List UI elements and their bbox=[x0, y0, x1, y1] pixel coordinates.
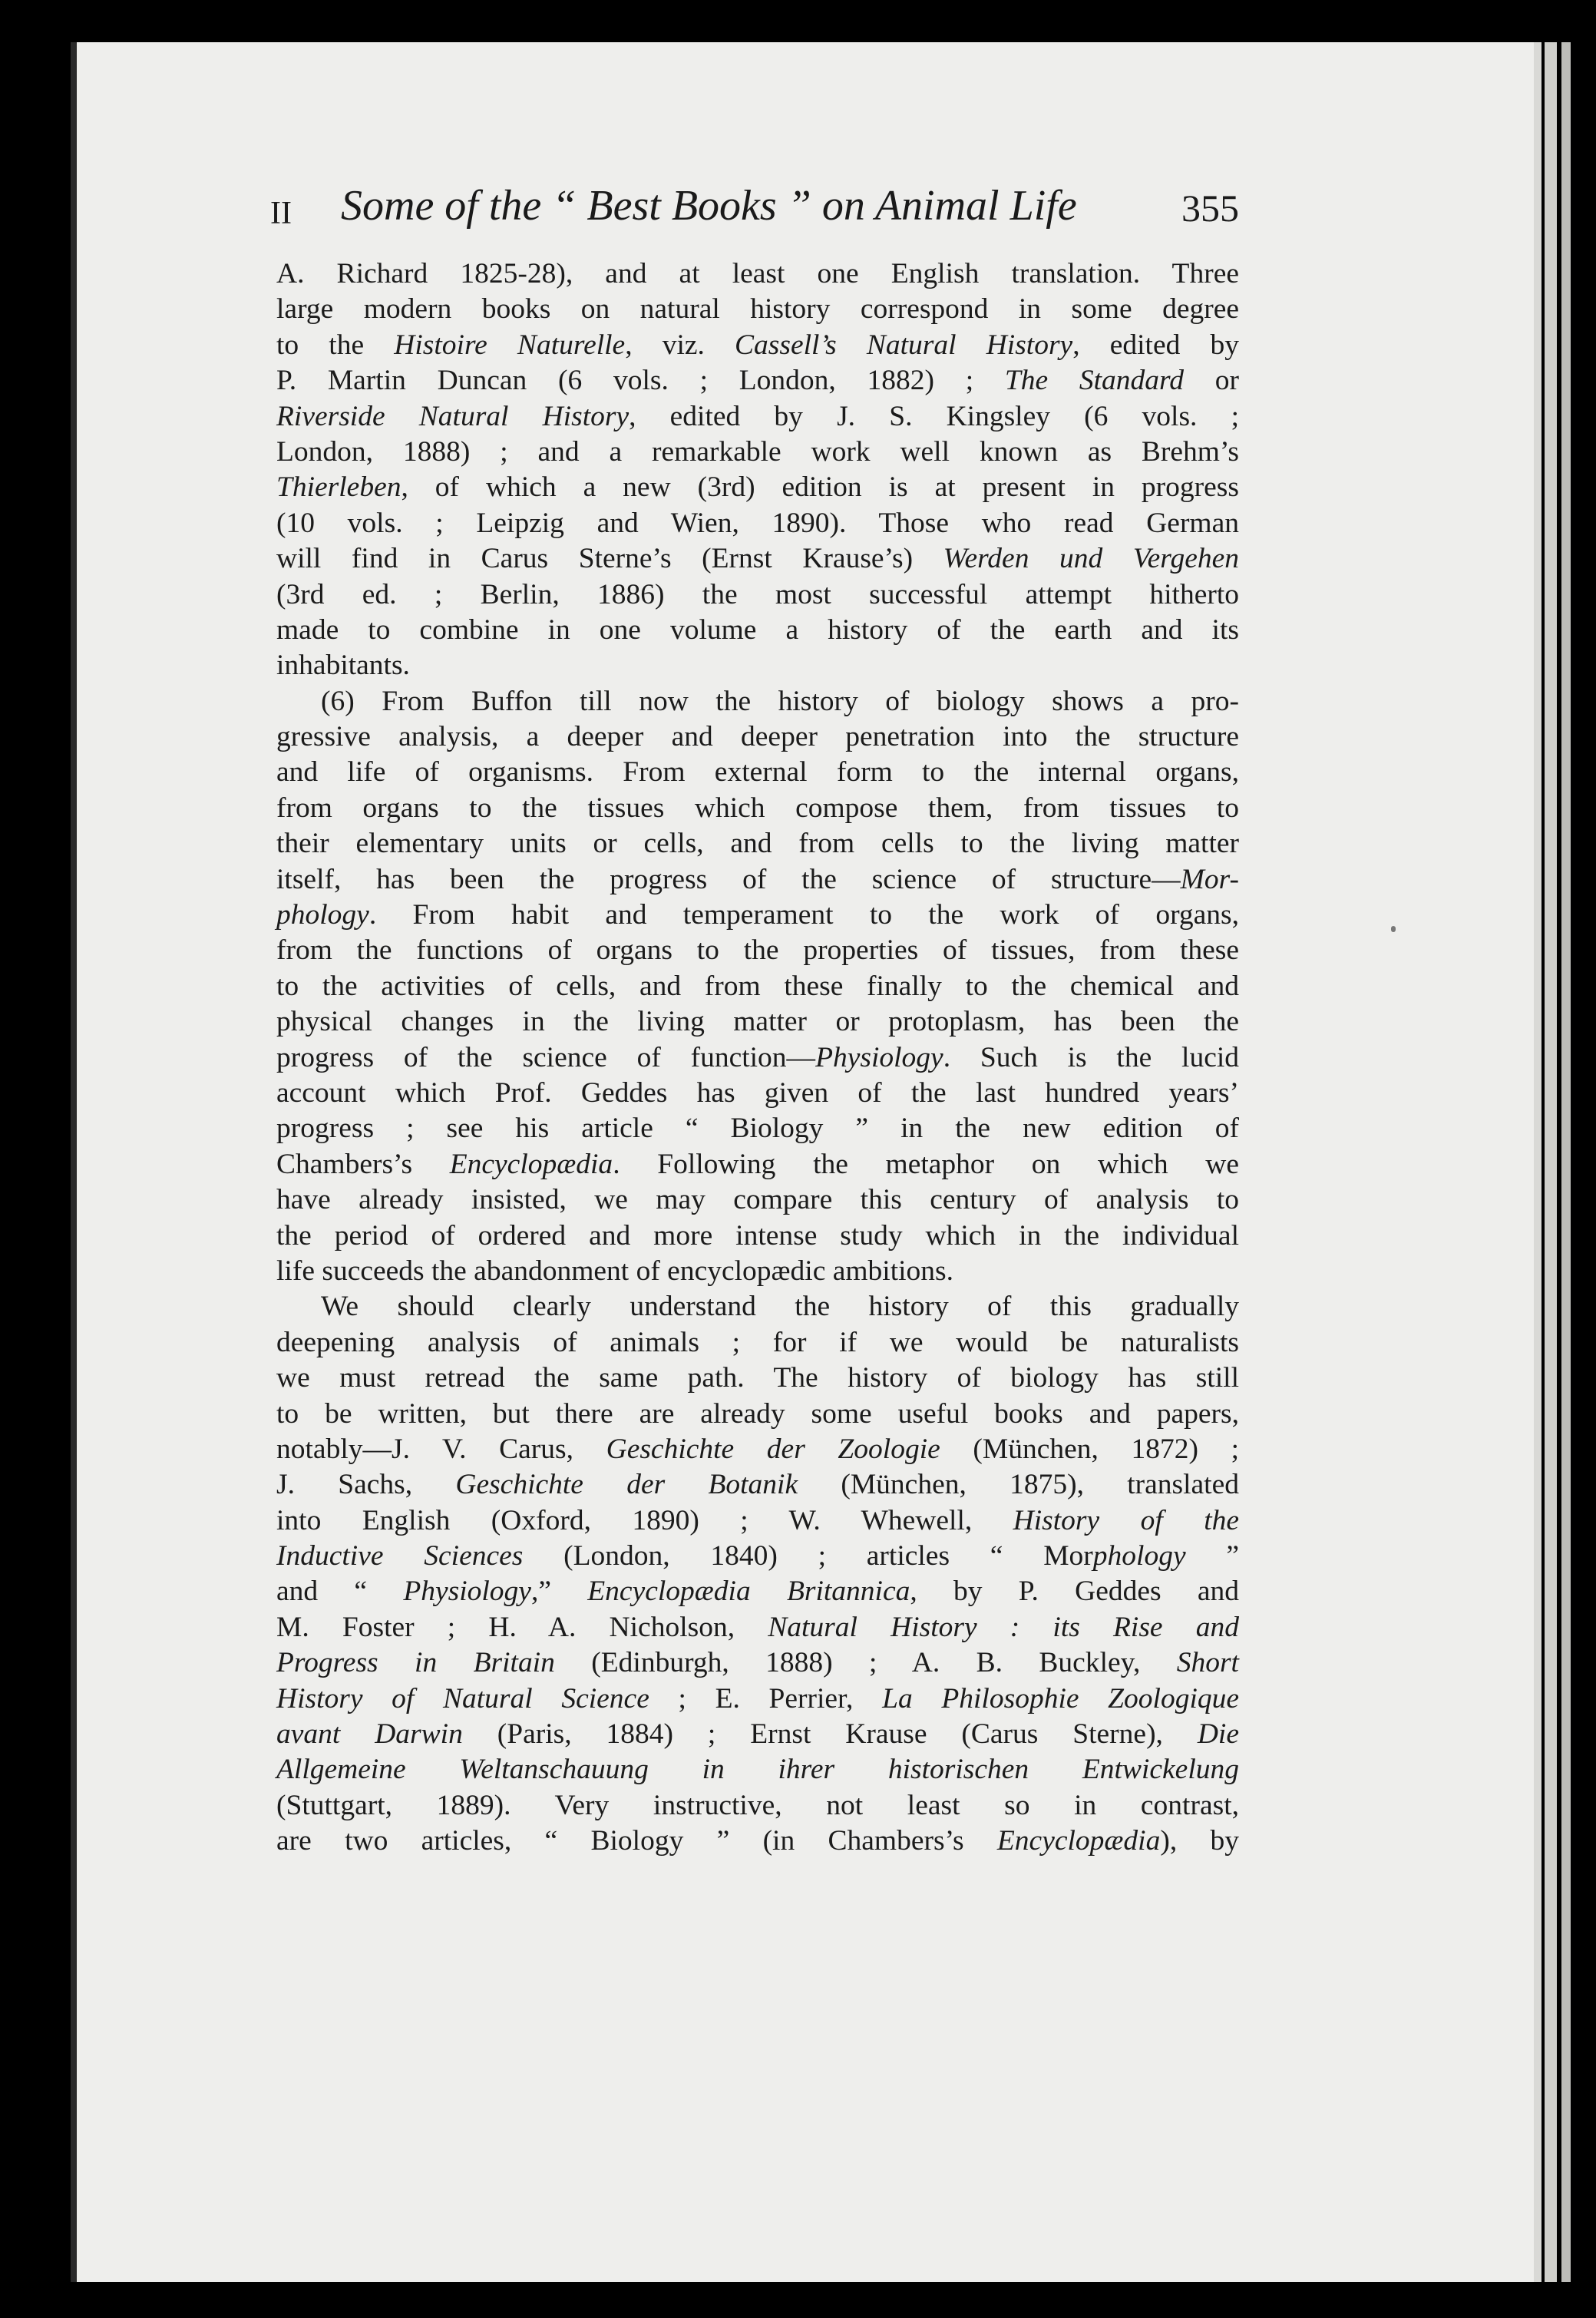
running-title: Some of the “ Best Books ” on Animal Life bbox=[341, 182, 1077, 230]
text-line: A. Richard 1825-28), and at least one English translation. Three bbox=[276, 258, 1239, 289]
text-line: will find in Carus Sterne’s (Ernst Krause’s) Werden und Vergehen bbox=[276, 543, 1239, 575]
text-line: London, 1888) ; and a remarkable work well known as Brehm’s bbox=[276, 435, 1239, 468]
text-line: (Stuttgart, 1889). Very instructive, not least so in contrast, bbox=[276, 1789, 1239, 1821]
text-line: gressive analysis, a deeper and deeper penetration into the structure bbox=[276, 721, 1239, 753]
text-line: Riverside Natural History, edited by J. S. Kingsley (6 vols. ; bbox=[276, 400, 1240, 432]
text-line: to the Histoire Naturelle, viz. Cassell’s Natural History, edited by bbox=[276, 329, 1239, 361]
text-line: Allgemeine Weltanschauung in ihrer historischen Entwickelung bbox=[276, 1754, 1239, 1786]
text-line: progress of the science of function—Physiology. Such is the lucid bbox=[276, 1041, 1240, 1073]
running-header bbox=[270, 181, 1239, 235]
text-line: (6) From Buffon till now the history of biology shows a pro- bbox=[321, 685, 1239, 717]
text-line: inhabitants. bbox=[276, 650, 410, 682]
page-edge-strip bbox=[1561, 42, 1571, 2282]
text-line: made to combine in one volume a history of the earth and its bbox=[276, 613, 1239, 646]
text-line: their elementary units or cells, and from cells to the living matter bbox=[276, 828, 1239, 860]
text-line: physical changes in the living matter or protoplasm, has been the bbox=[276, 1006, 1239, 1038]
text-line: Thierleben, of which a new (3rd) edition is at present in progress bbox=[276, 471, 1239, 504]
text-line: the period of ordered and more intense study which in the individual bbox=[276, 1219, 1239, 1252]
text-line: large modern books on natural history correspond in some degree bbox=[276, 293, 1239, 326]
text-line: itself, has been the progress of the science of structure—Mor- bbox=[276, 863, 1239, 895]
text-line: account which Prof. Geddes has given of the last hundred years’ bbox=[276, 1076, 1239, 1109]
chapter-number: II bbox=[270, 196, 292, 231]
text-line: from organs to the tissues which compose them, from tissues to bbox=[276, 792, 1239, 824]
page-speck bbox=[1391, 926, 1396, 932]
text-line: M. Foster ; H. A. Nicholson, Natural History : its Rise and bbox=[276, 1611, 1239, 1643]
text-line: into English (Oxford, 1890) ; W. Whewell, History of the bbox=[276, 1504, 1240, 1536]
text-line: Chambers’s Encyclopædia. Following the metaphor on which we bbox=[276, 1148, 1239, 1180]
text-line: J. Sachs, Geschichte der Botanik (München, 1875), translated bbox=[276, 1469, 1239, 1501]
page-number: 355 bbox=[1181, 187, 1239, 230]
text-line: from the functions of organs to the properties of tissues, from these bbox=[276, 934, 1239, 967]
text-line: phology. From habit and temperament to the work of organs, bbox=[276, 899, 1239, 931]
text-line: to the activities of cells, and from these finally to the chemical and bbox=[276, 970, 1239, 1002]
text-line: Progress in Britain (Edinburgh, 1888) ; A. B. Buckley, Short bbox=[276, 1647, 1239, 1679]
text-line: progress ; see his article “ Biology ” in the new edition of bbox=[276, 1113, 1239, 1145]
text-line: History of Natural Science ; E. Perrier, La Philosophie Zoologique bbox=[276, 1682, 1240, 1715]
text-line: and life of organisms. From external form to the internal organs, bbox=[276, 756, 1239, 789]
text-line: we must retread the same path. The history of biology has still bbox=[276, 1362, 1239, 1394]
text-line: avant Darwin (Paris, 1884) ; Ernst Krause (Carus Sterne), Die bbox=[276, 1718, 1239, 1751]
text-line: life succeeds the abandonment of encyclopædic ambitions. bbox=[276, 1255, 954, 1287]
text-line: to be written, but there are already some useful books and papers, bbox=[276, 1397, 1239, 1430]
text-line: (10 vols. ; Leipzig and Wien, 1890). Those who read German bbox=[276, 507, 1239, 539]
text-line: P. Martin Duncan (6 vols. ; London, 1882) ; The Standard or bbox=[276, 365, 1239, 397]
text-line: notably—J. V. Carus, Geschichte der Zoologie (München, 1872) ; bbox=[276, 1433, 1240, 1465]
text-line: deepening analysis of animals ; for if we would be naturalists bbox=[276, 1326, 1239, 1358]
page-edge-strip bbox=[1534, 42, 1541, 2282]
body-text bbox=[276, 256, 1239, 1860]
page-edge-strip bbox=[1545, 42, 1557, 2282]
text-line: Inductive Sciences (London, 1840) ; articles “ Morphology ” bbox=[276, 1540, 1240, 1572]
text-line: have already insisted, we may compare this century of analysis to bbox=[276, 1184, 1239, 1216]
text-line: and “ Physiology,” Encyclopædia Britannica, by P. Geddes and bbox=[276, 1576, 1239, 1608]
text-line: (3rd ed. ; Berlin, 1886) the most successful attempt hitherto bbox=[276, 578, 1239, 610]
text-line: are two articles, “ Biology ” (in Chambers’s Encyclopædia), by bbox=[276, 1825, 1239, 1857]
text-line: We should clearly understand the history of this gradually bbox=[321, 1291, 1239, 1323]
